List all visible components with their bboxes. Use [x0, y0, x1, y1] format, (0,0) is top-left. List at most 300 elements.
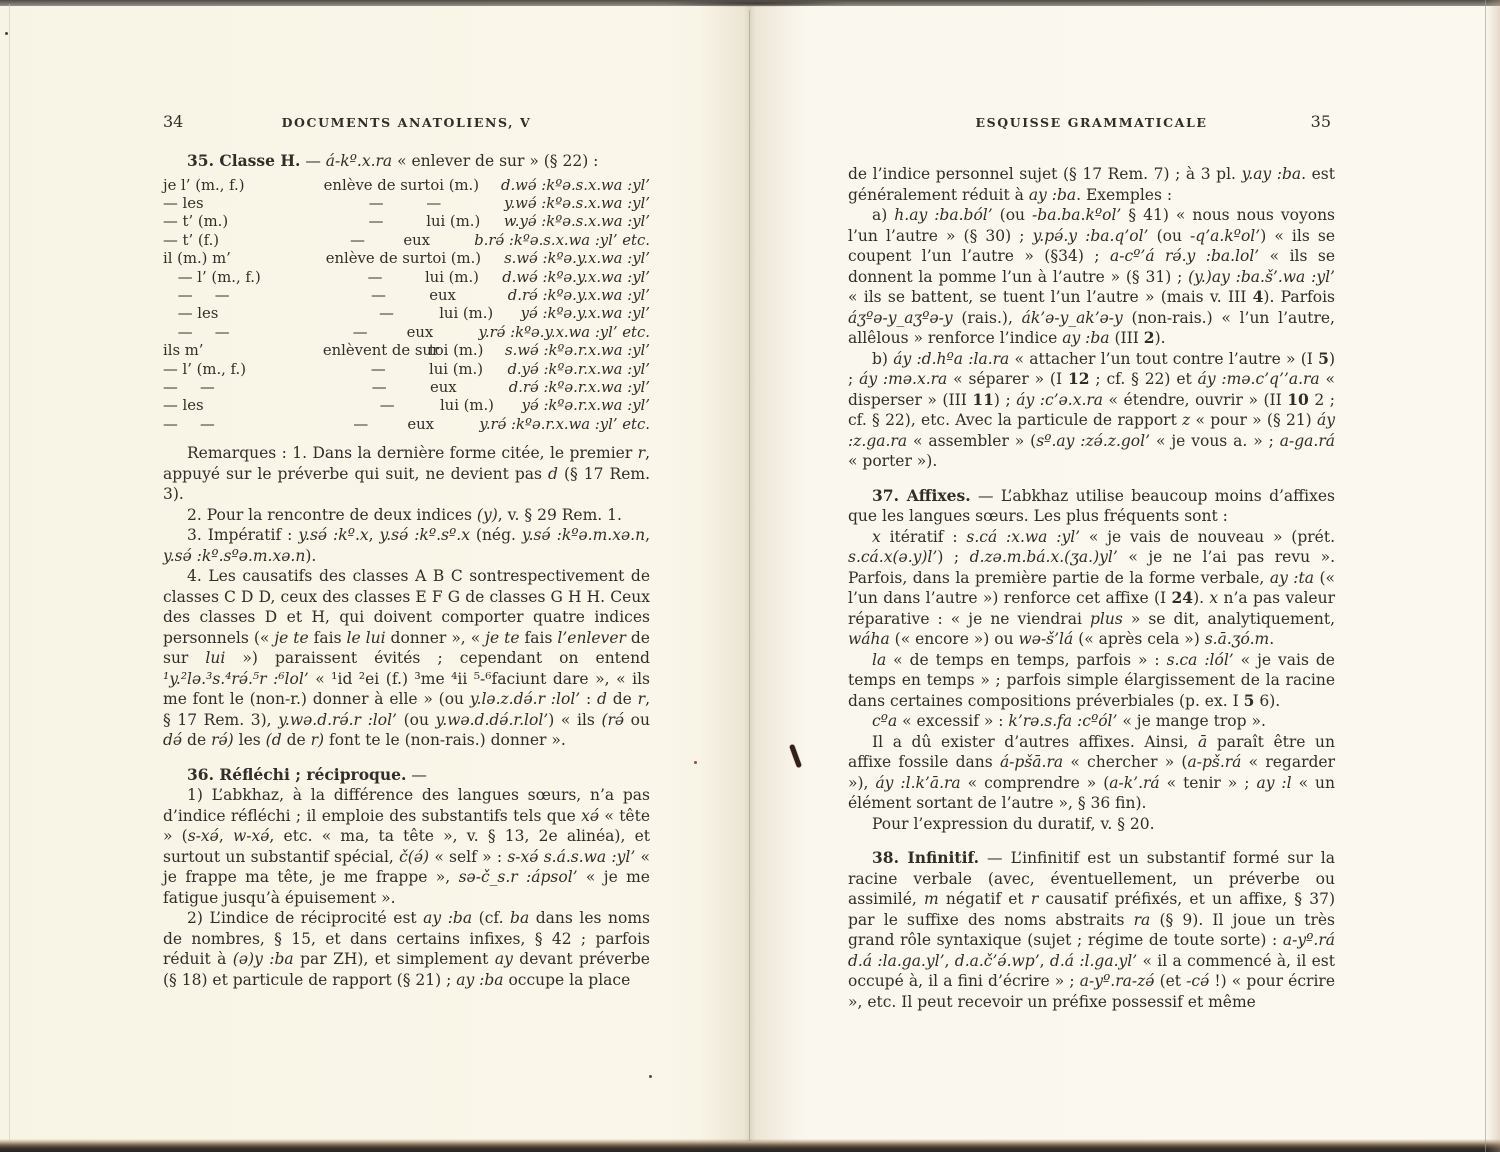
paragraph [163, 785, 650, 908]
text-run: wə-š’lá [1018, 630, 1074, 648]
paragraph [848, 349, 1335, 472]
text-run: , § 17 Rem. 3), [163, 690, 651, 729]
text-run: áy :z.ga.ra [848, 411, 1335, 450]
text-run: de l’indice personnel sujet (§ 17 Rem. 7) ; à 3 pl. [848, 165, 1242, 183]
text-run: !) « pour écrire », etc. Il peut recevoir un préfixe possessif et même [848, 972, 1335, 1011]
text-run: 24 [1171, 588, 1194, 607]
table-row [163, 324, 650, 342]
text-run: . [1269, 630, 1275, 648]
text-run: (« après cela ») [1073, 630, 1205, 648]
text-run: « attacher l’un tout contre l’autre » (I [1009, 349, 1319, 368]
text-run: « assembler » ( [907, 431, 1037, 450]
text-run: ay :l [1256, 773, 1292, 792]
text-run: 12 [1067, 369, 1090, 388]
text-run: -ba.ba.kºol’ [1032, 206, 1122, 224]
text-run: « self » : [429, 847, 508, 866]
gloss-cell: — l’ (m., f.) [163, 268, 261, 286]
text-run: (cf. [472, 909, 511, 928]
text-run: y.ay :ba [1241, 165, 1302, 183]
text-run: « comprendre » ( [960, 773, 1110, 792]
text-run: , [218, 827, 233, 846]
text-run: « tête » ( [163, 806, 651, 846]
text-run: ) ; [937, 548, 970, 566]
gloss-cell: enlève de sur [325, 250, 427, 268]
text-run: d.á :l.ga.yl’ [1049, 951, 1138, 970]
text-run: « porter »). [848, 452, 938, 470]
text-run: — [406, 765, 427, 784]
text-run: de sur [163, 628, 650, 668]
text-run: -cə́ [1186, 972, 1210, 990]
text-run: 11 [972, 389, 994, 409]
text-run: d.zə.m.bá.x.(ʒa.)yl’ [969, 548, 1118, 566]
text-run: wáha [848, 630, 890, 648]
text-run: y.pə́.y :ba.q’ol’ [1032, 226, 1149, 245]
gloss-cell: — — [163, 286, 230, 304]
text-run: 36. Réfléchi ; réciproque. [187, 764, 407, 784]
table-row [163, 250, 650, 268]
text-run: de [606, 690, 638, 709]
text-run: , appuyé sur le préverbe qui suit, ne devient pas [163, 444, 650, 483]
gloss-cell: — [368, 194, 384, 212]
gloss-cell: lui (m.) [439, 305, 494, 323]
gloss-cell: enlève de sur [323, 176, 425, 194]
page-number: 35 [1310, 112, 1331, 131]
running-title: ESQUISSE GRAMMATICALE [975, 115, 1208, 130]
gloss-cell: — t’ (f.) [163, 231, 220, 249]
text-run: z [1182, 411, 1191, 429]
text-run: font te le (non-rais.) donner ». [324, 731, 566, 750]
text-run: ay :ba [1062, 329, 1110, 347]
gloss-cell: — [371, 286, 386, 304]
text-run: , [368, 526, 380, 545]
text-run: 6). [1254, 691, 1281, 710]
text-run: (et [1154, 972, 1187, 990]
text-run: y.sə́ :kº.sº.x [379, 526, 470, 545]
text-run: fais [308, 628, 347, 647]
gloss-cell: — [379, 305, 394, 323]
text-run: itératif : [880, 527, 967, 546]
text-run: r [1030, 890, 1039, 908]
gloss-cell: eux [407, 415, 434, 433]
text-run: (ou [396, 710, 436, 729]
gloss-cell: — — [163, 378, 215, 396]
paragraph [848, 650, 1335, 712]
text-run: áy :mə.x.ra [859, 370, 948, 388]
text-run: « ¹id ²ei (f.) ³me ⁴ii ⁵-⁶faciunt dare », « ils me font le (non-r.) donner à elle » (ou [163, 669, 650, 709]
text-run: négatif et [938, 890, 1031, 908]
gloss-cell: — [367, 268, 383, 286]
text-run: « il a commencé à, il est occupé à, il a fini d’écrire » ; [848, 951, 1335, 990]
paragraph [163, 566, 650, 751]
book-gutter-shadow [700, 6, 800, 1141]
text-run: (§ 17 Rem. 3). [163, 464, 650, 504]
text-run: causatif préfixés, et un affixe, § 37) par le suffixe des noms abstraits [848, 890, 1335, 929]
gloss-cell: — — [163, 323, 230, 341]
right-page [848, 112, 1335, 1012]
text-run: 2 ; cf. § 22), etc. Avec la particule de rapport [848, 390, 1335, 429]
section-paragraph [848, 486, 1335, 527]
gloss-cell: — les [163, 397, 204, 415]
text-run: ay :ta [1269, 568, 1314, 587]
section-paragraph [163, 765, 650, 786]
text-run: d.a.č’ə́.wp’ [954, 951, 1040, 970]
text-run: a-yº.ra-zə́ [1079, 972, 1155, 990]
text-run: « de temps en temps, parfois » : [886, 650, 1167, 669]
text-run: r [637, 444, 646, 463]
text-run: 4. Les causatifs des classes A B C sontrespectivement de classes C D D, ceux des classes E F G de classes G H H. Ceux des classes D et H, qui doivent comporter quatre indices personnels (« [163, 567, 650, 647]
text-run: Remarques : 1. Dans la dernière forme citée, le premier [187, 444, 638, 463]
text-run: la [872, 650, 887, 669]
paragraph [848, 527, 1335, 650]
abkhaz-form-cell: d.yə́ :kºə.r.x.wa :yl’ [507, 360, 650, 378]
text-run: « tenir » ; [1159, 773, 1257, 792]
text-run: áy :d.hºa :la.ra [893, 349, 1010, 368]
paragraph [163, 443, 650, 505]
text-run: devant préverbe (§ 18) et particule de rapport (§ 21) ; [163, 950, 650, 989]
text-run: , etc. « ma, ta tête », v. § 13, 2e alinéa), et surtout un substantif spécial, [163, 827, 650, 866]
text-run: ba [510, 909, 530, 928]
page-right-edge [1485, 0, 1500, 1152]
text-run: x [1209, 589, 1219, 607]
text-run: — [300, 152, 326, 170]
text-run: donner », « [385, 628, 486, 647]
text-run: ») paraissent évités ; cependant on entend [225, 649, 650, 668]
text-run: ay [494, 950, 513, 969]
paragraph [163, 908, 650, 990]
text-run: , [645, 526, 650, 545]
text-run: Il a dû exister d’autres affixes. Ainsi, [872, 732, 1198, 751]
text-run: a-k’.rá [1109, 773, 1160, 792]
text-run: « regarder »), [848, 753, 1335, 792]
text-run: 2) L’indice de réciprocité est [187, 909, 424, 928]
text-run: s.ā.ʒó.m [1204, 630, 1270, 648]
gloss-cell: ils m’ [163, 342, 204, 360]
text-run: 5 [1318, 348, 1329, 368]
text-run: : [580, 690, 598, 709]
text-run: də́ [163, 731, 183, 750]
table-row [163, 379, 650, 397]
text-run: rə́) [211, 731, 234, 750]
gloss-cell: il (m.) m’ [163, 250, 231, 268]
table-row [163, 269, 650, 287]
text-run: b) [872, 349, 894, 368]
paragraph [848, 164, 1335, 205]
text-run: « je me fatigue jusqu’à épuisement ». [163, 868, 650, 907]
text-run: (III [1109, 329, 1144, 347]
paragraph [848, 711, 1335, 732]
page-number: 34 [163, 112, 184, 131]
text-run: s-xə́ [187, 827, 219, 846]
text-run: (non-rais.) « l’un l’autre, allêlous » renforce l’indice [848, 308, 1335, 347]
gloss-cell: — l’ (m., f.) [163, 360, 246, 378]
table-row [163, 397, 650, 415]
table-row [163, 232, 650, 250]
text-run: le lui [346, 628, 386, 647]
text-run: je te [274, 628, 309, 647]
text-run: -q’a.kºol’ [1190, 226, 1261, 245]
gloss-cell: — [426, 194, 442, 212]
gloss-cell: — — [163, 415, 215, 433]
left-page-blocks [163, 151, 650, 990]
text-run: áʒºə-y_aʒºə-y [848, 308, 953, 327]
abkhaz-form-cell: d.wə́ :kºə.s.x.wa :yl’ [501, 176, 650, 194]
text-run: s.cá.x(ə.y)l’ [848, 548, 938, 566]
gloss-cell: lui (m.) [424, 268, 479, 286]
gloss-cell: — [379, 397, 395, 415]
text-run: ). Parfois [1263, 288, 1336, 306]
text-run: (ə)y :ba [232, 950, 294, 969]
gloss-cell: — [370, 360, 386, 378]
text-run: dans les noms de nombres, § 15, et dans certains infixes, § 42 ; parfois réduit à [163, 909, 650, 969]
gloss-cell: lui (m.) [429, 360, 483, 378]
text-run: cºa [872, 712, 898, 730]
text-run: h.ay :ba.ból’ [894, 206, 993, 224]
text-run: sº.ay :zə́.z.gol’ [1036, 431, 1151, 450]
gloss-cell: — les [163, 305, 219, 323]
gloss-cell: — [350, 231, 365, 249]
paragraph [848, 205, 1335, 349]
text-run: « étendre, ouvrir » (II [1103, 390, 1288, 409]
table-row [163, 195, 650, 213]
text-run: 35. Classe H. [187, 151, 301, 170]
text-run: « je mange trop ». [1117, 712, 1266, 730]
gloss-cell: lui (m.) [439, 397, 494, 415]
gloss-cell: eux [406, 323, 434, 341]
section-paragraph [848, 848, 1335, 1012]
text-run: plus [1089, 609, 1123, 628]
text-run: « excessif » : [897, 712, 1009, 730]
text-run: ). [1193, 589, 1210, 607]
section-paragraph [163, 151, 650, 172]
text-run: , v. § 29 Rem. 1. [497, 505, 622, 524]
table-row [163, 416, 650, 434]
abkhaz-form-cell: s.wə́ :kºə.r.x.wa :yl’ [505, 342, 650, 360]
text-run: par ZH), et simplement [293, 950, 495, 969]
gloss-cell: — t’ (m.) [163, 213, 229, 231]
text-run: ) « ils se coupent l’un l’autre » (§34) ; [848, 226, 1335, 265]
text-run: « je vais de temps en temps » ; parfois simple élargissement de la racine dans certaines compositions préverbiales (p. ex. I [848, 650, 1335, 710]
text-run: (« encore ») ou [889, 630, 1019, 648]
text-run: (rə́ [601, 710, 625, 729]
table-row [163, 342, 650, 360]
abkhaz-form-cell: y.rə́ :kºə.y.x.wa :yl’ etc. [478, 323, 650, 341]
table-row [163, 305, 650, 323]
text-run: occupe la place [503, 970, 631, 989]
gloss-cell: eux [429, 286, 456, 304]
gloss-cell: — [353, 415, 369, 433]
text-run: ay :ba [456, 970, 504, 989]
text-run: lui [205, 649, 226, 668]
text-run: (§ 9). Il joue un très grand rôle syntaxique (sujet ; régime de toute sorte) : [848, 910, 1335, 949]
gloss-cell: — les [163, 194, 204, 212]
text-run: áy :c’ə.x.ra [1016, 390, 1104, 409]
text-run: a) [872, 206, 895, 224]
text-run: n’a pas valeur réparative : « je ne viendrai [848, 589, 1335, 628]
paragraph [163, 505, 650, 526]
text-run: 37. Affixes. [872, 485, 971, 505]
table-row [163, 213, 650, 231]
text-run: y.wə.d.rə́.r :lol’ [278, 710, 397, 729]
book-gutter-crease [749, 10, 750, 1141]
text-run: y.sə́ :kº.sºə.m.xə.n [163, 546, 306, 565]
text-run: « enlever de sur » (§ 22) : [392, 152, 599, 170]
text-run: , [1039, 951, 1050, 970]
text-run: de [182, 731, 212, 750]
text-run: á-kº.x.ra [325, 152, 393, 170]
text-run: « pour » (§ 21) [1190, 411, 1317, 429]
text-run: a-pš.rá [1187, 753, 1242, 771]
text-run: « ils se battent, se tuent l’un l’autre » (mais v. III [848, 288, 1253, 306]
abkhaz-form-cell: d.rə́ :kºə.y.x.wa :yl’ [507, 286, 650, 304]
gloss-cell: eux [429, 378, 457, 396]
text-run: á-pšā.ra [999, 753, 1064, 771]
abkhaz-form-cell: b.rə́ :kºə.s.x.wa :yl’ etc. [474, 231, 650, 249]
text-run: a-yº.rá d.á :la.ga.yl’ [848, 931, 1335, 970]
abkhaz-form-cell: d.rə́ :kºə.r.x.wa :yl’ [508, 378, 650, 396]
text-run: sə-č_s.r :ápsol’ [458, 868, 578, 887]
text-run: — L’infinitif est un substantif formé sur la racine verbale (avec, éventuellement, un préverbe ou assimilé, [848, 849, 1335, 908]
text-run: a-cº’á rə́.y :ba.lol’ [1109, 247, 1260, 265]
text-run: k’rə.s.fa :cºól’ [1008, 712, 1118, 730]
text-run: m [923, 890, 939, 908]
text-run: ) « ils [548, 710, 602, 729]
text-run: w-xə́ [232, 827, 270, 846]
table-row [163, 287, 650, 305]
text-run: y.sə́ :kº.x [298, 526, 369, 545]
page-left-edge [9, 4, 10, 1142]
gloss-cell: lui (m.) [426, 213, 481, 231]
gloss-cell: toi (m.) [428, 342, 484, 360]
text-run: fais [519, 628, 558, 647]
gloss-cell: je l’ (m., f.) [163, 176, 245, 194]
gloss-cell: toi (m.) [424, 176, 479, 194]
text-run: je te [485, 628, 520, 647]
text-run: r [637, 690, 646, 709]
verb-paradigm-table [163, 177, 650, 435]
text-run: y.sə́ :kºə.m.xə.n [521, 526, 646, 545]
text-run: Pour l’expression du duratif, v. § 20. [872, 814, 1155, 833]
text-run: ; cf. § 22) et [1089, 370, 1198, 388]
text-run: ā [1197, 732, 1208, 751]
table-row [163, 361, 650, 379]
gloss-cell: — [352, 323, 368, 341]
text-run: ou [624, 710, 650, 729]
text-run: s.cá :x.wa :yl’ [966, 527, 1081, 546]
gloss-cell: eux [403, 231, 430, 249]
abkhaz-form-cell: w.yə́ :kºə.s.x.wa :yl’ [503, 213, 650, 231]
left-page-header [163, 112, 650, 133]
abkhaz-form-cell: s.wə́ :kºə.y.x.wa :yl’ [504, 250, 650, 268]
gloss-cell: — [368, 213, 384, 231]
text-run: ra [1133, 910, 1151, 929]
text-run: 3. Impératif : [187, 526, 299, 545]
text-run: ) ; [848, 349, 1336, 388]
text-run: . Exemples : [1076, 185, 1173, 204]
text-run: a-ga.rá [1279, 431, 1335, 450]
abkhaz-form-cell: yə́ :kºə.y.x.wa :yl’ [520, 305, 650, 323]
text-run: « je vous a. » ; [1150, 431, 1280, 450]
running-title: DOCUMENTS ANATOLIENS, V [281, 115, 532, 130]
text-run: § 41) « nous nous voyons l’un l’autre » (§ 30) ; [848, 206, 1336, 245]
text-run: » se dit, analytiquement, [1122, 609, 1336, 628]
text-run: l’enlever [557, 628, 626, 647]
abkhaz-form-cell: y.wə́ :kºə.s.x.wa :yl’ [504, 194, 650, 212]
text-run: ák’ə-y_ak’ə-y [1021, 308, 1123, 327]
text-run: 1) L’abkhaz, à la différence des langues sœurs, n’a pas d’indice réfléchi ; il emploie des substantifs tels que [163, 786, 650, 825]
text-run: (nég. [469, 526, 522, 545]
gloss-cell: enlèvent de sur [322, 342, 440, 360]
text-run: 2. Pour la rencontre de deux indices [187, 505, 477, 524]
text-run: d [597, 690, 607, 709]
paper-speck [649, 1075, 652, 1078]
text-run: xə́ [581, 806, 600, 825]
text-run: les [233, 731, 266, 750]
text-run: « ils se donnent la pomme l’un à l’autre » (§ 31) ; [848, 247, 1336, 286]
text-run: (« l’un dans l’autre ») renforce cet affixe (I [848, 568, 1335, 607]
text-run: 10 [1287, 389, 1309, 409]
text-run: áy :l.k’ā.ra [875, 773, 961, 792]
text-run: « je ne l’ai pas revu ». Parfois, dans la première partie de la forme verbale, [848, 548, 1336, 587]
abkhaz-form-cell: yə́ :kºə.r.x.wa :yl’ [521, 397, 650, 415]
text-run: 4 [1252, 287, 1264, 306]
text-run: « séparer » (I [947, 370, 1068, 388]
text-run: de [281, 731, 311, 750]
text-run: paraît être un affixe fossile dans [848, 732, 1336, 771]
text-run: ) ; [993, 390, 1017, 409]
text-run: 38. Infinitif. [872, 848, 979, 867]
text-run: y.wə.d.də́.r.lol’ [435, 710, 549, 729]
text-run: ay :ba [1028, 185, 1077, 204]
text-run: « je vais de nouveau » (prét. [1080, 527, 1335, 546]
paper-speck [694, 761, 697, 764]
text-run: . est généralement réduit à [848, 165, 1335, 204]
text-run: , [944, 951, 955, 970]
text-run: « disperser » (III [848, 370, 1335, 409]
text-run: s-xə́ s.á.s.wa :yl’ [507, 847, 636, 866]
text-run: s.ca :lól’ [1166, 650, 1234, 669]
text-run: y.lə.z.də́.r :lol’ [469, 690, 581, 709]
text-run: r) [310, 731, 325, 750]
text-run: « chercher » ( [1063, 753, 1188, 771]
text-run: x [872, 527, 881, 546]
text-run: 2 [1143, 328, 1155, 347]
text-run: ay :ba [423, 909, 473, 928]
right-page-header [848, 112, 1335, 133]
paragraph [848, 814, 1335, 835]
paragraph [848, 732, 1335, 814]
text-run: ¹y.²lə.³s.⁴rə́.⁵r :⁶lol’ [163, 669, 309, 688]
text-run: áy :mə.c’q’’a.ra [1197, 370, 1320, 388]
text-run: (rais.), [952, 308, 1022, 327]
text-run: 5 [1243, 690, 1255, 710]
gloss-cell: — [371, 378, 387, 396]
text-run: — L’abkhaz utilise beaucoup moins d’affixes que les langues sœurs. Les plus fréquents sont : [848, 486, 1335, 525]
text-run: č(ə́) [399, 847, 430, 866]
text-run: ). [1154, 329, 1166, 347]
paper-speck [5, 32, 8, 35]
left-page [163, 112, 650, 990]
text-run: « je frappe ma tête, je me frappe », [163, 847, 651, 887]
paragraph [163, 525, 650, 566]
text-run: (ou [1148, 226, 1191, 245]
right-page-blocks [848, 164, 1335, 1012]
table-row [163, 177, 650, 195]
text-run: d [548, 464, 558, 483]
gloss-cell: toi (m.) [426, 250, 482, 268]
abkhaz-form-cell: d.wə́ :kºə.y.x.wa :yl’ [502, 268, 650, 286]
text-run: « un élément sortant de l’autre », § 36 fin). [848, 773, 1336, 812]
text-run: (ou [992, 206, 1033, 224]
